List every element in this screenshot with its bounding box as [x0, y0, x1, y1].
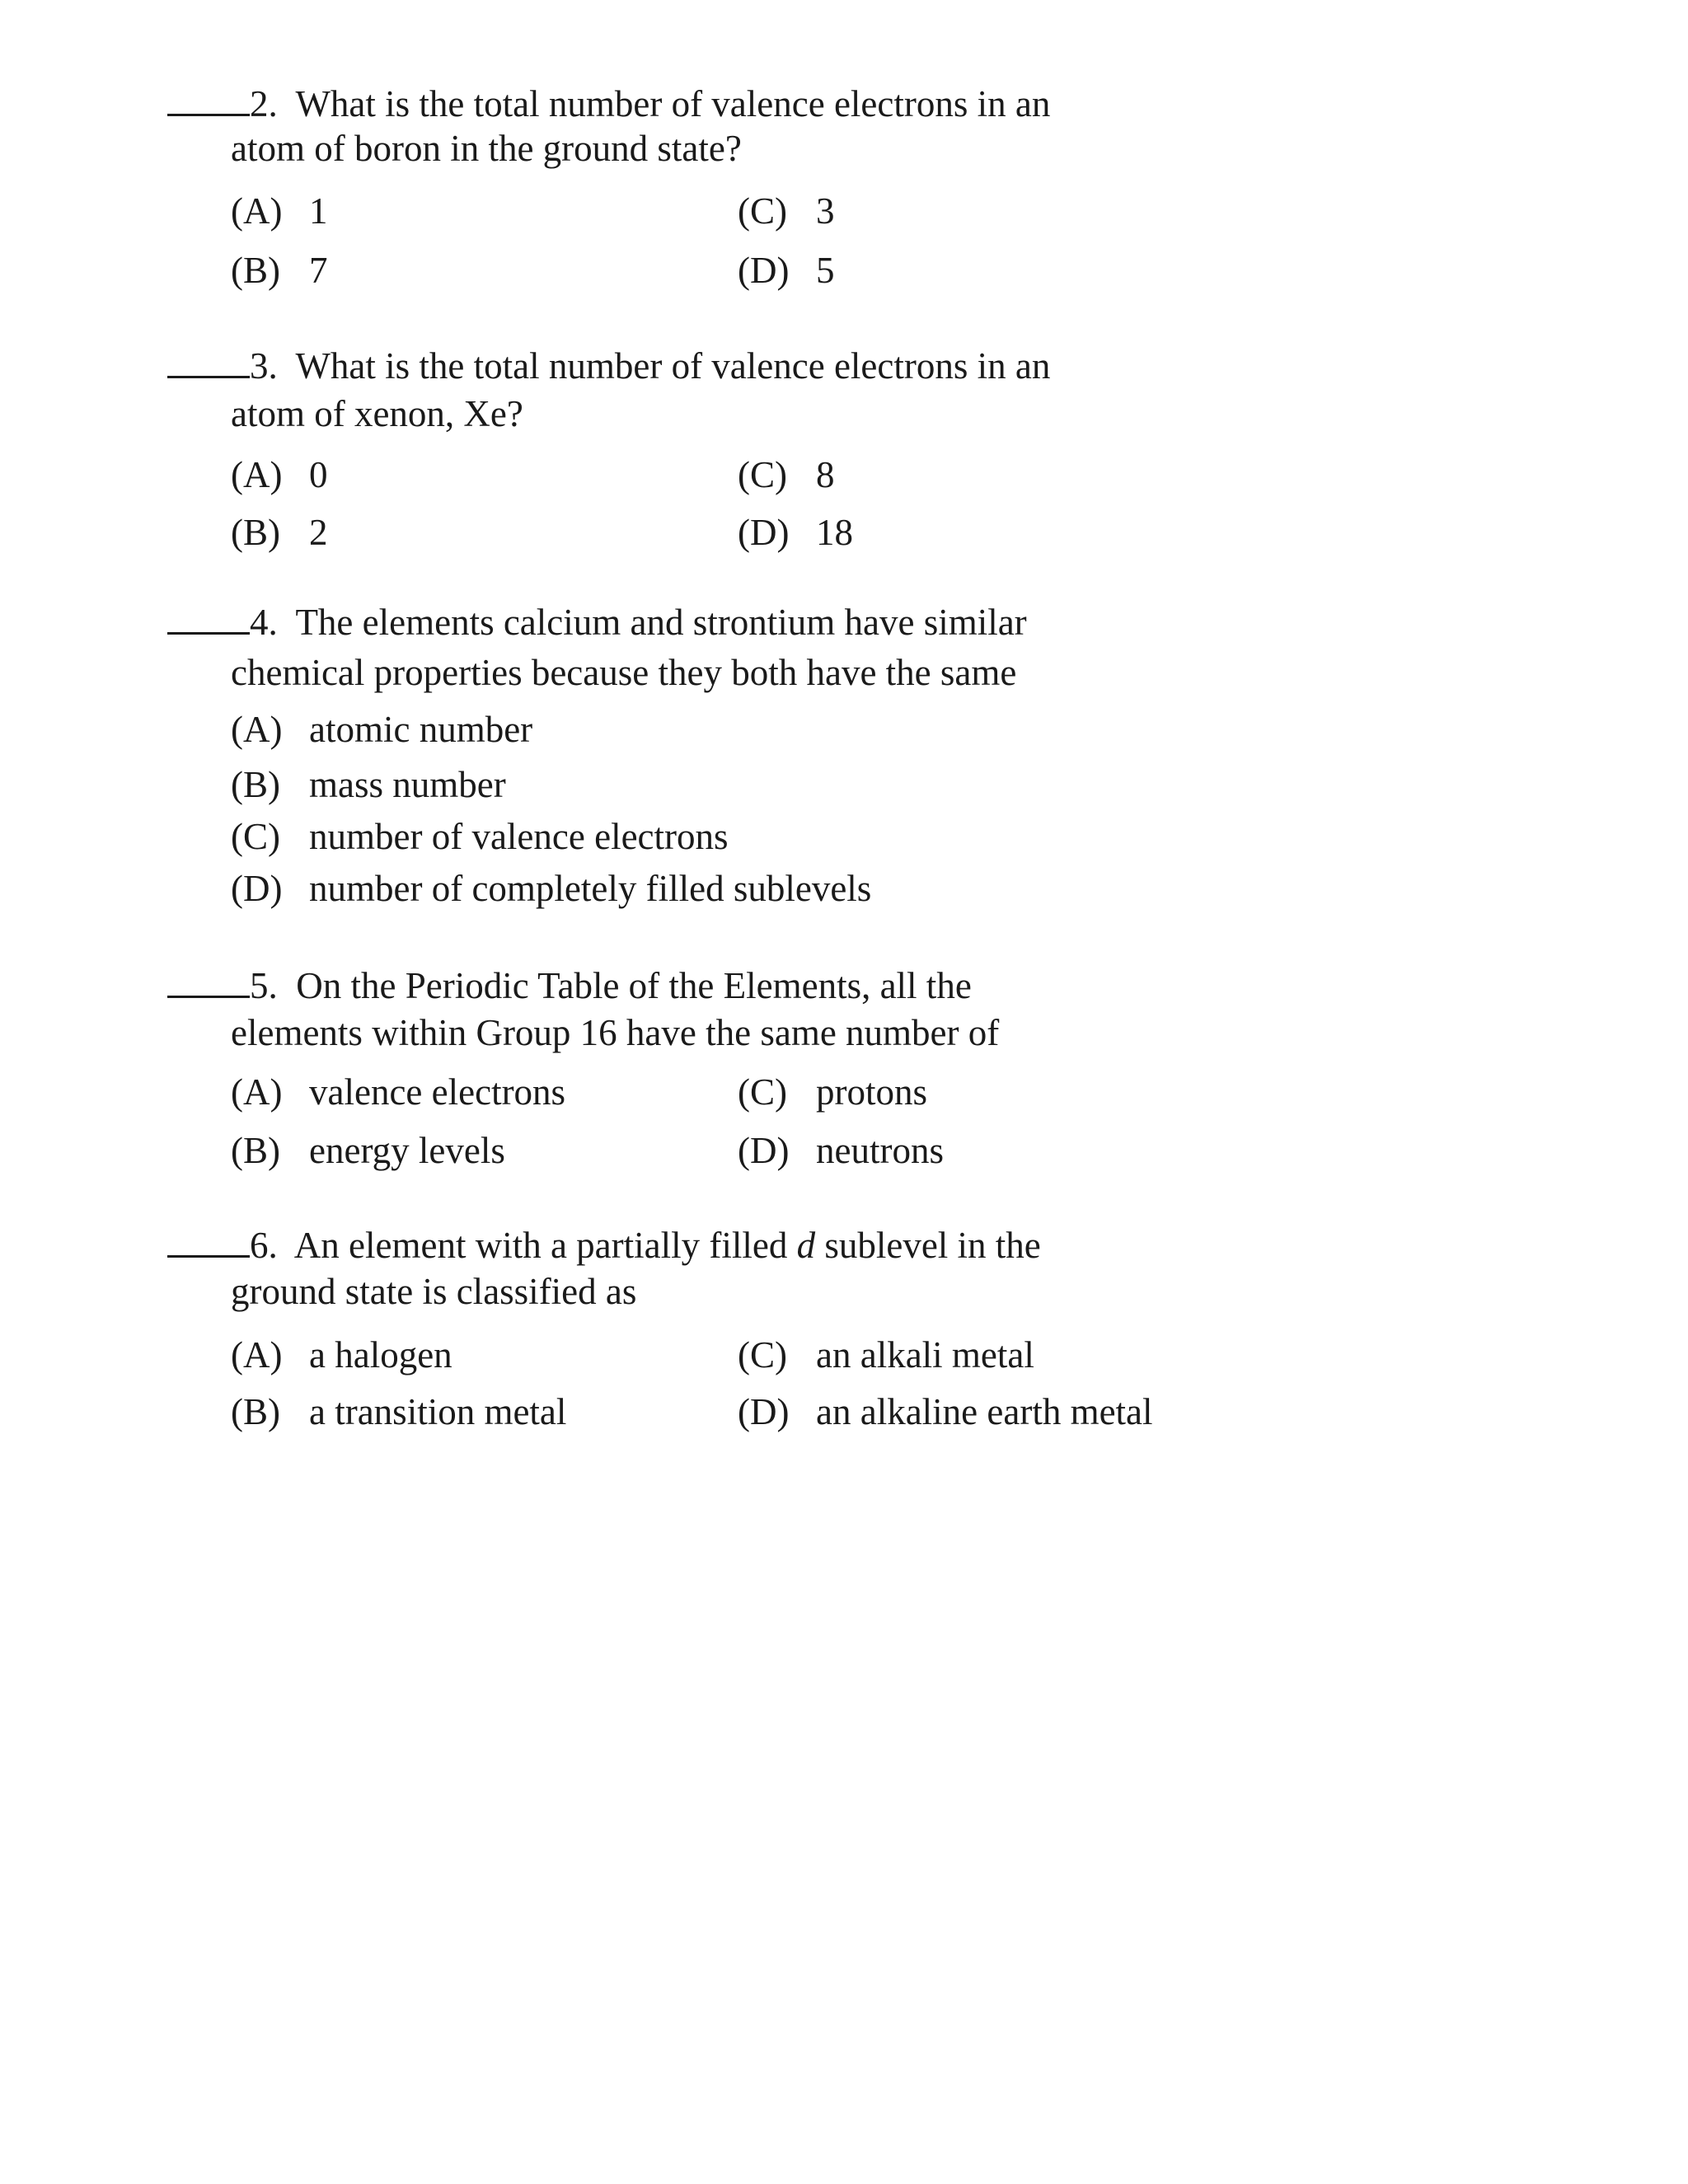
choice-letter: (B) [231, 1391, 280, 1432]
question-3-stem-line-2: atom of xenon, Xe? [231, 393, 523, 434]
choice-c [738, 450, 835, 499]
choice-letter: (B) [231, 512, 280, 553]
choice-text: an alkaline earth metal [816, 1391, 1153, 1432]
choice-text: 0 [309, 454, 328, 495]
choice-text: atomic number [309, 709, 533, 750]
question-3-stem-line-1 [167, 341, 1050, 391]
choice-b [231, 1126, 505, 1175]
choice-d [231, 864, 871, 913]
choice-letter: (D) [738, 1130, 790, 1171]
choice-letter: (C) [231, 816, 280, 857]
answer-blank[interactable] [167, 81, 250, 116]
choice-c [738, 186, 835, 236]
choice-text: a transition metal [309, 1391, 567, 1432]
choice-d [738, 1126, 944, 1175]
choice-text: a halogen [309, 1334, 452, 1376]
choice-letter: (D) [738, 250, 790, 291]
choice-b [231, 246, 328, 295]
question-number: 4. [250, 602, 278, 643]
answer-blank[interactable] [167, 1222, 250, 1258]
question-5-stem-line-1 [167, 961, 972, 1010]
question-stem-text: The elements calcium and strontium have similar [295, 602, 1027, 643]
choice-letter: (A) [231, 1334, 283, 1376]
choice-c [231, 812, 729, 861]
choice-letter: (D) [738, 512, 790, 553]
choice-a [231, 186, 328, 236]
choice-text: 7 [309, 250, 328, 291]
choice-a [231, 705, 532, 754]
choice-letter: (A) [231, 709, 283, 750]
question-4-stem-line-2: chemical properties because they both have the same [231, 652, 1017, 693]
choice-text: 8 [816, 454, 835, 495]
choice-letter: (B) [231, 250, 280, 291]
choice-text: protons [816, 1071, 927, 1113]
choice-text: neutrons [816, 1130, 944, 1171]
question-stem-text: What is the total number of valence electrons in an [295, 83, 1051, 124]
question-6-stem-line-1 [167, 1221, 1041, 1270]
choice-text: number of completely filled sublevels [309, 868, 872, 909]
choice-a [231, 450, 328, 499]
choice-c [738, 1067, 927, 1117]
question-stem-text: An element with a partially filled [293, 1225, 788, 1266]
question-5-stem-line-2: elements within Group 16 have the same number of [231, 1012, 1000, 1053]
choice-text: energy levels [309, 1130, 505, 1171]
answer-blank[interactable] [167, 343, 250, 378]
choice-b [231, 760, 506, 809]
choice-letter: (C) [738, 1334, 787, 1376]
choice-b [231, 508, 328, 557]
choice-text: 1 [309, 190, 328, 232]
choice-a [231, 1330, 452, 1380]
question-number: 3. [250, 345, 278, 387]
question-number: 2. [250, 83, 278, 124]
choice-d [738, 1387, 1153, 1436]
choice-text: 2 [309, 512, 328, 553]
choice-letter: (C) [738, 1071, 787, 1113]
choice-letter: (D) [231, 868, 283, 909]
answer-blank[interactable] [167, 963, 250, 998]
question-6-stem-line-2: ground state is classified as [231, 1271, 637, 1312]
choice-letter: (A) [231, 1071, 283, 1113]
choice-text: mass number [309, 764, 506, 805]
choice-c [738, 1330, 1034, 1380]
choice-text: valence electrons [309, 1071, 566, 1113]
choice-letter: (B) [231, 1130, 280, 1171]
choice-text: an alkali metal [816, 1334, 1034, 1376]
choice-letter: (B) [231, 764, 280, 805]
choice-text: number of valence electrons [309, 816, 729, 857]
choice-text: 3 [816, 190, 835, 232]
choice-letter: (C) [738, 190, 787, 232]
question-stem-text: On the Periodic Table of the Elements, all the [296, 965, 972, 1006]
question-4-stem-line-1 [167, 598, 1027, 647]
choice-a [231, 1067, 565, 1117]
choice-letter: (D) [738, 1391, 790, 1432]
answer-blank[interactable] [167, 599, 250, 635]
question-number: 5. [250, 965, 278, 1006]
question-number: 6. [250, 1225, 278, 1266]
question-2-stem-line-2: atom of boron in the ground state? [231, 128, 742, 169]
choice-letter: (A) [231, 190, 283, 232]
choice-text: 18 [816, 512, 853, 553]
question-stem-text: sublevel in the [824, 1225, 1041, 1266]
choice-b [231, 1387, 566, 1436]
choice-letter: (C) [738, 454, 787, 495]
choice-d [738, 508, 853, 557]
question-stem-text: What is the total number of valence electrons in an [295, 345, 1051, 387]
question-2-stem-line-1 [167, 79, 1050, 129]
choice-text: 5 [816, 250, 835, 291]
italic-d: d [796, 1225, 816, 1266]
choice-d [738, 246, 835, 295]
choice-letter: (A) [231, 454, 283, 495]
